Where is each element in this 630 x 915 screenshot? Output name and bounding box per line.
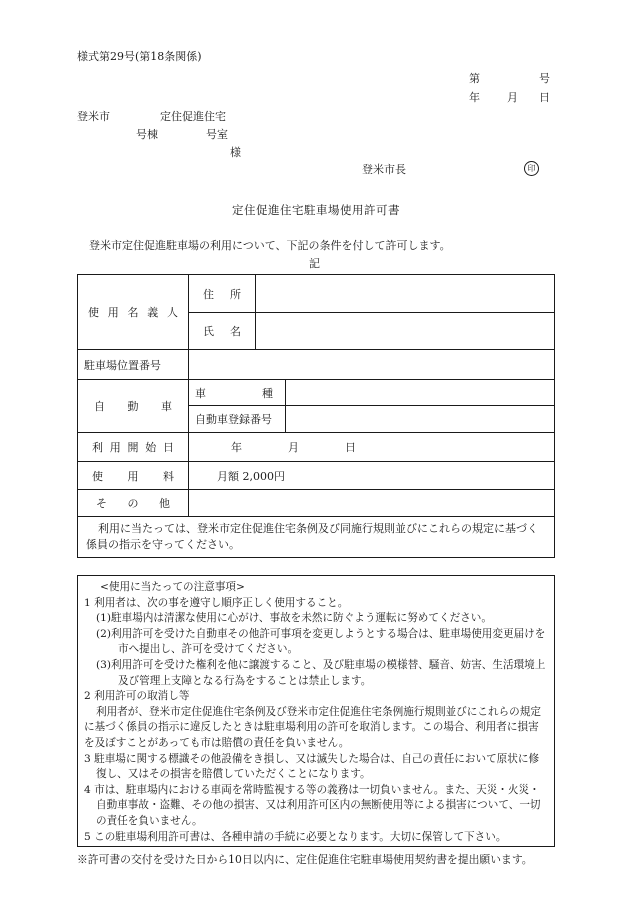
note-item-1-3: (3)利用許可を受けた権利を他に譲渡すること、及び駐車場の模様替、騒音、妨害、生活環境上及び管理上支障となる行為をすることは禁止します。: [96, 658, 546, 687]
note-item-3: 3 駐車場に関する標識その他設備をき損し、又は滅失した場合は、自己の責任において原状に修復し、又はその損害を賠償していただくことになります。: [84, 752, 540, 781]
ki-label: 記: [309, 257, 320, 270]
other-label-cell: そ の 他: [78, 490, 189, 517]
note-item-1: 1 利用者は、次の事を遵守し順序正しく使用すること。: [84, 596, 349, 609]
note-item-2-text: 利用者が、登米市定住促進住宅条例及び登米市定住促進住宅条例施行規則並びにこれらの規定に基づく係員の指示に違反したときは駐車場利用の許可を取消します。この場合、利用者に損害を及ぼすことがあっても市は賠償の責任を負いません。: [84, 705, 541, 749]
table-row: [78, 350, 555, 380]
car-type-value[interactable]: [286, 380, 555, 406]
address-label-cell: 住 所: [189, 275, 256, 313]
table-row: [78, 433, 555, 462]
notes-heading: <使用に当たっての注意事項>: [100, 581, 245, 593]
addressee-sama: 様: [230, 146, 241, 159]
addressee-building: 号棟: [136, 128, 158, 141]
note-item-2: 2 利用許可の取消し等: [84, 690, 190, 703]
addressee-room: 号室: [206, 128, 228, 141]
note-item-1-1: (1)駐車場内は清潔な使用に心がけ、事故を未然に防ぐよう運転に努めてください。: [96, 612, 492, 625]
date-month: 月: [507, 91, 518, 104]
table-row: [78, 462, 555, 490]
addressee-city: 登米市: [77, 110, 110, 123]
start-year: 年: [231, 441, 242, 454]
table-row: [78, 275, 555, 313]
name-label-cell: 氏 名: [189, 313, 256, 350]
condition-text: 利用に当たっては、登米市定住促進住宅条例及び同施行規則並びにこれらの規定に基づく係員の指示を守ってください。: [78, 517, 555, 558]
start-day: 日: [345, 441, 356, 454]
start-date-value[interactable]: [189, 433, 555, 462]
date-day: 日: [539, 91, 550, 104]
page-title: 定住促進住宅駐車場使用許可書: [232, 203, 400, 217]
fee-label-cell: 使 用 料: [78, 462, 189, 490]
address-value[interactable]: [256, 275, 555, 313]
date-year: 年: [469, 91, 480, 104]
start-label-cell: 利 用 開 始 日: [78, 433, 189, 462]
issuer-name: 登米市長: [362, 163, 406, 176]
table-row: [78, 517, 555, 558]
intro-text: 登米市定住促進駐車場の利用について、下記の条件を付して許可します。: [89, 239, 451, 252]
name-value[interactable]: [256, 313, 555, 350]
number-dai: 第: [469, 72, 480, 85]
seal-mark: 印: [524, 161, 539, 176]
notes-box: [77, 575, 555, 847]
note-item-4: 4 市は、駐車場内における車両を常時監視する等の義務は一切負いません。また、天災・火災・自動車事故・盗難、その他の損害、又は利用許可区内の無断使用等による損害について、一切の責任を負いません。: [84, 783, 541, 827]
table-row: [78, 380, 555, 406]
car-reg-label: 自動車登録番号: [189, 406, 286, 433]
lot-label: 駐車場位置番号: [78, 350, 189, 380]
note-item-5: 5 この駐車場利用許可書は、各種申請の手続に必要となります。大切に保管して下さい。: [84, 830, 507, 843]
user-label-cell: [78, 275, 189, 350]
footer-note: ※許可書の交付を受けた日から10日以内に、定住促進住宅駐車場使用契約書を提出願います。: [77, 853, 533, 866]
addressee-housing: 定住促進住宅: [160, 110, 226, 123]
number-go: 号: [539, 72, 550, 85]
car-label-cell: 自 動 車: [78, 380, 189, 433]
note-item-1-2: (2)利用許可を受けた自動車その他許可事項を変更しようとする場合は、駐車場使用変更届けを市へ提出し、許可を受けてください。: [96, 627, 546, 656]
other-value[interactable]: [189, 490, 555, 517]
start-month: 月: [288, 441, 299, 454]
car-reg-value[interactable]: [286, 406, 555, 433]
permit-table: [77, 274, 555, 558]
table-row: [78, 490, 555, 517]
lot-value[interactable]: [189, 350, 555, 380]
fee-value: 月額 2,000円: [189, 462, 555, 490]
car-type-label-cell: 車 種: [189, 380, 286, 406]
form-number: 様式第29号(第18条関係): [77, 50, 202, 63]
user-label: 使 用 名 義 人: [88, 306, 178, 319]
